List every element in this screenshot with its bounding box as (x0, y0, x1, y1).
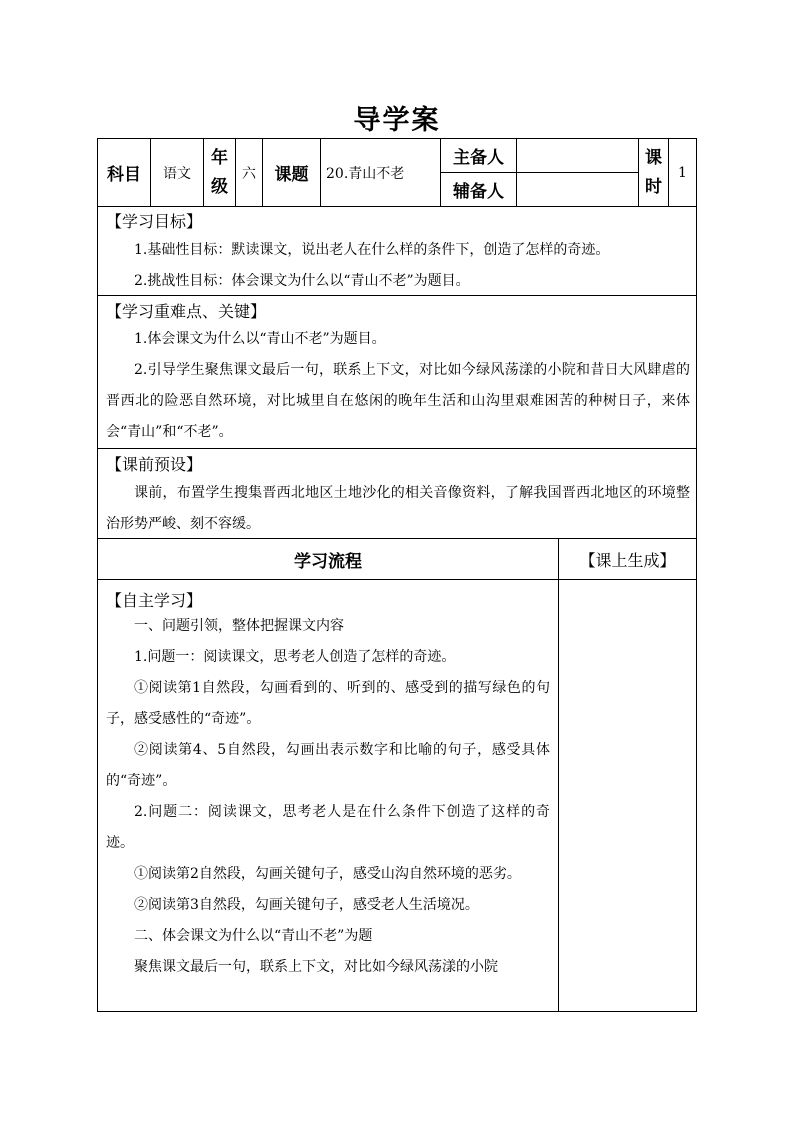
flow-heading: 学习流程 (294, 551, 362, 572)
flow-paragraph: 一、问题引领，整体把握课文内容 (134, 618, 344, 634)
topic-value: 20.青山不老 (326, 165, 405, 182)
key-points-heading: 【学习重难点、关键】 (106, 302, 267, 321)
main-preparer-label: 主备人 (453, 148, 504, 168)
flow-paragraph: 1.问题一：阅读课文，思考老人创造了怎样的奇迹。 (134, 649, 456, 665)
self-study-heading: 【自主学习】 (106, 591, 203, 610)
key-point-item: 1.体会课文为什么以“青山不老”为题目。 (134, 331, 386, 347)
period-label (639, 139, 668, 206)
grade-label-text: 年级 (211, 147, 228, 197)
preview-text: 课前，布置学生搜集晋西北地区土地沙化的相关音像资料，了解我国晋西北地区的环境整治形势严峻、刻不容缓。 (106, 485, 690, 532)
grade-label (204, 139, 235, 206)
key-point-item: 2.引导学生聚焦课文最后一句，联系上下文，对比如今绿风荡漾的小院和昔日大风肆虐的晋西北的险恶自然环境，对比城里自在悠闲的晚年生活和山沟里艰难困苦的种树日子，来体会“青山”和“不老”。 (106, 362, 690, 440)
topic-label: 课题 (274, 165, 309, 185)
document-title: 导学案 (353, 105, 441, 136)
in-class-heading: 【课上生成】 (579, 550, 676, 570)
period-value: 1 (678, 164, 687, 181)
key-points-list (106, 324, 690, 448)
row-divider (97, 206, 697, 207)
preview-heading: 【课前预设】 (106, 455, 203, 474)
table-border-bottom (97, 1011, 697, 1012)
flow-paragraph: 二、体会课文为什么以“青山不老”为题 (134, 928, 373, 944)
assistant-preparer-label: 辅备人 (453, 182, 504, 202)
flow-paragraph: ①阅读第1自然段，勾画看到的、听到的、感受到的描写绿色的句子，感受感性的“奇迹”。 (106, 680, 550, 727)
assistant-preparer-value (517, 173, 638, 206)
subject-label: 科目 (107, 165, 141, 185)
table-border-right (696, 138, 697, 1012)
grade-value: 六 (242, 165, 256, 182)
flow-paragraph: 聚焦课文最后一句，联系上下文，对比如今绿风荡漾的小院 (134, 959, 498, 975)
flow-paragraph: ①阅读第2自然段，勾画关键句子，感受山沟自然环境的恶劣。 (134, 866, 521, 882)
objective-item: 2.挑战性目标：体会课文为什么以“青山不老”为题目。 (134, 273, 470, 289)
main-preparer-value (517, 139, 638, 172)
objective-item: 1.基础性目标：默读课文，说出老人在什么样的条件下，创造了怎样的奇迹。 (134, 242, 610, 258)
flow-paragraph: 2.问题二：阅读课文，思考老人是在什么条件下创造了这样的奇迹。 (106, 804, 550, 851)
objectives-heading: 【学习目标】 (106, 212, 203, 231)
self-study-content (106, 611, 550, 983)
flow-paragraph: ②阅读第4、5自然段，勾画出表示数字和比喻的句子，感受具体的“奇迹”。 (106, 742, 550, 789)
subject-value: 语文 (163, 165, 191, 182)
row-divider (97, 579, 697, 580)
flow-paragraph: ②阅读第3自然段，勾画关键句子，感受老人生活境况。 (134, 897, 479, 913)
objectives-list (106, 235, 690, 297)
preview-body (106, 478, 690, 540)
flow-col-divider (558, 538, 559, 1012)
row-divider (97, 448, 697, 449)
period-label-text: 课时 (645, 147, 662, 197)
